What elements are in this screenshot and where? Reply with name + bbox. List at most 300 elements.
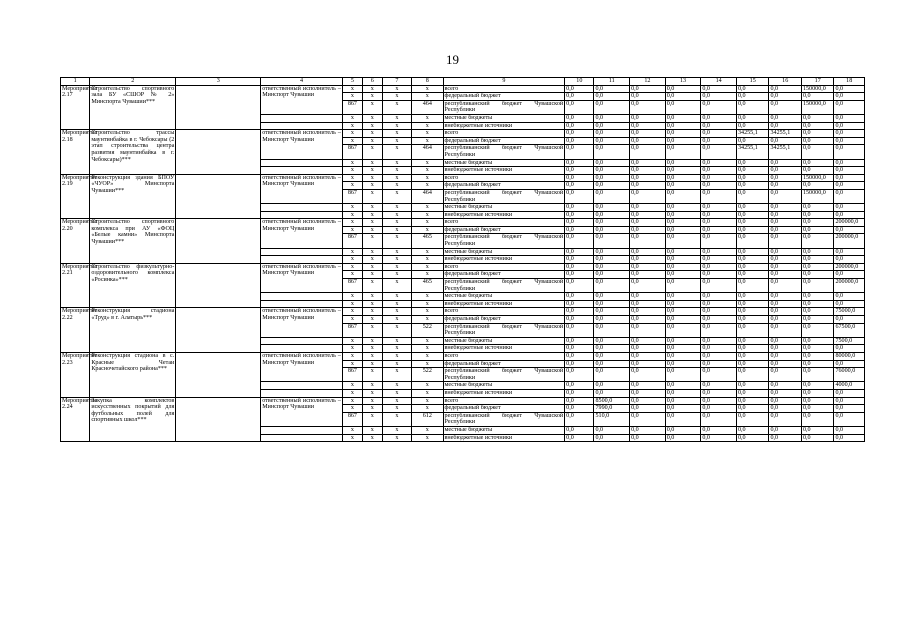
code-cell: x <box>362 337 382 345</box>
value-cell: 0,0 <box>565 426 594 434</box>
value-cell: 0,0 <box>701 308 737 316</box>
value-cell: 0,0 <box>665 204 701 212</box>
empty-cell <box>176 219 261 264</box>
code-cell: x <box>382 93 411 101</box>
code-cell: x <box>412 316 443 324</box>
code-cell: x <box>362 405 382 413</box>
code-cell: x <box>342 219 362 227</box>
value-cell: 0,0 <box>834 85 865 93</box>
code-cell: x <box>412 122 443 130</box>
code-cell: x <box>362 271 382 279</box>
value-cell: 0,0 <box>630 93 666 101</box>
code-cell: x <box>412 271 443 279</box>
code-cell: x <box>382 300 411 308</box>
code-cell: x <box>342 345 362 353</box>
value-cell: 0,0 <box>701 368 737 382</box>
code-cell: x <box>362 293 382 301</box>
value-cell: 0,0 <box>665 300 701 308</box>
value-cell: 0,0 <box>834 300 865 308</box>
value-cell: 0,0 <box>630 182 666 190</box>
code-cell: x <box>362 308 382 316</box>
value-cell: 0,0 <box>665 279 701 293</box>
value-cell: 0,0 <box>565 316 594 324</box>
value-cell: 0,0 <box>594 263 630 271</box>
value-cell: 0,0 <box>736 182 768 190</box>
value-cell: 0,0 <box>665 114 701 122</box>
value-cell: 7990,0 <box>594 405 630 413</box>
value-cell: 0,0 <box>769 159 801 167</box>
value-cell: 0,0 <box>594 293 630 301</box>
value-cell: 0,0 <box>630 248 666 256</box>
value-cell: 0,0 <box>630 174 666 182</box>
value-cell: 0,0 <box>665 219 701 227</box>
value-cell: 0,0 <box>834 256 865 264</box>
value-cell: 0,0 <box>630 389 666 397</box>
value-cell: 0,0 <box>565 174 594 182</box>
empty-cell <box>261 211 343 219</box>
value-cell: 150000,0 <box>801 189 833 203</box>
code-cell: x <box>362 368 382 382</box>
funding-source: федеральный бюджет <box>443 137 565 145</box>
funding-source: федеральный бюджет <box>443 271 565 279</box>
funding-source: республиканский бюджет Чувашской Республики <box>444 279 564 292</box>
code-cell: x <box>362 323 382 337</box>
code-cell: x <box>342 93 362 101</box>
funding-source: всего <box>443 130 565 138</box>
value-cell: 0,0 <box>769 219 801 227</box>
funding-source: местные бюджеты <box>443 382 565 390</box>
value-cell: 0,0 <box>769 323 801 337</box>
value-cell: 0,0 <box>801 263 833 271</box>
value-cell: 0,0 <box>769 174 801 182</box>
value-cell: 0,0 <box>630 167 666 175</box>
value-cell: 200000,0 <box>834 279 865 293</box>
code-cell: 867 <box>342 279 362 293</box>
code-cell: x <box>382 256 411 264</box>
empty-cell <box>176 352 261 397</box>
value-cell: 0,0 <box>665 130 701 138</box>
value-cell: 0,0 <box>565 263 594 271</box>
value-cell: 0,0 <box>594 382 630 390</box>
value-cell: 76000,0 <box>834 368 865 382</box>
code-cell: x <box>362 226 382 234</box>
code-cell: x <box>412 114 443 122</box>
code-cell: 612 <box>412 412 443 426</box>
value-cell: 0,0 <box>630 263 666 271</box>
value-cell: 0,0 <box>769 368 801 382</box>
code-cell: x <box>342 167 362 175</box>
code-cell: x <box>412 130 443 138</box>
funding-source: внебюджетные источники <box>443 389 565 397</box>
value-cell: 0,0 <box>736 337 768 345</box>
column-header: 11 <box>594 78 630 86</box>
table-row <box>61 263 865 271</box>
value-cell: 150000,0 <box>801 100 833 114</box>
value-cell: 0,0 <box>801 130 833 138</box>
value-cell: 0,0 <box>701 234 737 248</box>
code-cell: x <box>362 189 382 203</box>
value-cell: 0,0 <box>594 337 630 345</box>
value-cell: 0,0 <box>630 256 666 264</box>
empty-cell <box>261 256 343 264</box>
value-cell: 0,0 <box>834 137 865 145</box>
measure-label: Мероприятие 2.18 <box>61 130 90 175</box>
code-cell: 867 <box>342 100 362 114</box>
empty-cell <box>176 130 261 175</box>
funding-source: местные бюджеты <box>443 426 565 434</box>
value-cell: 80000,0 <box>834 352 865 360</box>
value-cell: 0,0 <box>801 93 833 101</box>
column-header: 7 <box>382 78 411 86</box>
code-cell: x <box>362 352 382 360</box>
measure-name: Строительство трассы маунтинбайка в г. Чебоксары (2 этап строительства центра развития маунтинбайка в г. Чебоксары)*** <box>90 130 176 175</box>
code-cell: x <box>412 167 443 175</box>
value-cell: 0,0 <box>565 360 594 368</box>
code-cell: 465 <box>412 234 443 248</box>
value-cell: 0,0 <box>736 263 768 271</box>
code-cell: x <box>382 211 411 219</box>
measure-executor: ответственный исполнитель – Минспорт Чувашии <box>261 308 343 337</box>
code-cell: x <box>412 345 443 353</box>
funding-source: всего <box>443 219 565 227</box>
value-cell: 0,0 <box>594 256 630 264</box>
value-cell: 0,0 <box>769 137 801 145</box>
code-cell: x <box>362 145 382 159</box>
value-cell: 0,0 <box>594 159 630 167</box>
value-cell: 0,0 <box>701 434 737 442</box>
budget-table <box>60 77 865 442</box>
value-cell: 0,0 <box>801 323 833 337</box>
value-cell: 0,0 <box>565 323 594 337</box>
value-cell: 0,0 <box>565 337 594 345</box>
column-header: 3 <box>176 78 261 86</box>
value-cell: 0,0 <box>594 189 630 203</box>
code-cell: x <box>412 382 443 390</box>
value-cell: 0,0 <box>665 85 701 93</box>
value-cell: 0,0 <box>701 256 737 264</box>
value-cell: 0,0 <box>701 293 737 301</box>
column-header: 4 <box>261 78 343 86</box>
value-cell: 0,0 <box>665 182 701 190</box>
code-cell: x <box>362 182 382 190</box>
value-cell: 0,0 <box>701 167 737 175</box>
code-cell: x <box>382 263 411 271</box>
value-cell: 0,0 <box>801 211 833 219</box>
value-cell: 0,0 <box>736 100 768 114</box>
value-cell: 0,0 <box>565 397 594 405</box>
value-cell: 0,0 <box>565 352 594 360</box>
empty-cell <box>261 114 343 122</box>
code-cell: x <box>382 122 411 130</box>
value-cell: 200000,0 <box>834 263 865 271</box>
code-cell: x <box>382 397 411 405</box>
code-cell: 867 <box>342 368 362 382</box>
code-cell: x <box>382 279 411 293</box>
code-cell: x <box>342 352 362 360</box>
code-cell: x <box>412 389 443 397</box>
value-cell: 0,0 <box>801 256 833 264</box>
value-cell: 0,0 <box>834 100 865 114</box>
value-cell: 0,0 <box>834 130 865 138</box>
code-cell: x <box>412 93 443 101</box>
value-cell: 67500,0 <box>834 323 865 337</box>
code-cell: x <box>342 159 362 167</box>
value-cell: 0,0 <box>834 271 865 279</box>
table-row <box>61 397 865 405</box>
value-cell: 0,0 <box>834 389 865 397</box>
value-cell: 0,0 <box>701 263 737 271</box>
value-cell: 34255,1 <box>736 145 768 159</box>
value-cell: 0,0 <box>801 426 833 434</box>
code-cell: x <box>382 182 411 190</box>
funding-source: внебюджетные источники <box>443 211 565 219</box>
column-header: 13 <box>665 78 701 86</box>
value-cell: 0,0 <box>801 248 833 256</box>
code-cell: x <box>412 434 443 442</box>
value-cell: 0,0 <box>630 316 666 324</box>
code-cell: x <box>382 382 411 390</box>
value-cell: 0,0 <box>665 271 701 279</box>
code-cell: x <box>362 114 382 122</box>
value-cell: 0,0 <box>565 137 594 145</box>
column-header: 16 <box>769 78 801 86</box>
code-cell: x <box>362 130 382 138</box>
value-cell: 0,0 <box>801 145 833 159</box>
measure-label: Мероприятие 2.23 <box>61 352 90 397</box>
code-cell: x <box>362 345 382 353</box>
value-cell: 0,0 <box>594 211 630 219</box>
value-cell: 0,0 <box>630 434 666 442</box>
value-cell: 0,0 <box>736 412 768 426</box>
value-cell: 0,0 <box>769 352 801 360</box>
value-cell: 0,0 <box>801 300 833 308</box>
value-cell: 0,0 <box>665 211 701 219</box>
code-cell: 867 <box>342 234 362 248</box>
empty-cell <box>176 308 261 353</box>
empty-cell <box>261 345 343 353</box>
value-cell: 0,0 <box>701 323 737 337</box>
table-row <box>61 174 865 182</box>
value-cell: 0,0 <box>701 114 737 122</box>
code-cell: x <box>382 145 411 159</box>
value-cell: 0,0 <box>594 137 630 145</box>
value-cell: 0,0 <box>594 279 630 293</box>
value-cell: 0,0 <box>801 114 833 122</box>
measure-name: Реконструкция здания БПОУ «ЧУОР» Минспорта Чувашии*** <box>90 174 176 219</box>
code-cell: x <box>412 300 443 308</box>
code-cell: x <box>342 405 362 413</box>
value-cell: 0,0 <box>565 234 594 248</box>
value-cell: 0,0 <box>736 397 768 405</box>
value-cell: 0,0 <box>834 412 865 426</box>
code-cell: x <box>342 226 362 234</box>
funding-source: федеральный бюджет <box>443 226 565 234</box>
value-cell: 0,0 <box>665 256 701 264</box>
value-cell: 0,0 <box>769 337 801 345</box>
value-cell: 0,0 <box>565 434 594 442</box>
value-cell: 0,0 <box>630 300 666 308</box>
value-cell: 0,0 <box>630 122 666 130</box>
value-cell: 0,0 <box>630 100 666 114</box>
code-cell: x <box>382 137 411 145</box>
value-cell: 0,0 <box>736 300 768 308</box>
code-cell: x <box>362 300 382 308</box>
value-cell: 0,0 <box>594 204 630 212</box>
value-cell: 0,0 <box>665 360 701 368</box>
code-cell: x <box>412 219 443 227</box>
code-cell: x <box>382 360 411 368</box>
value-cell: 0,0 <box>630 368 666 382</box>
empty-cell <box>261 293 343 301</box>
code-cell: x <box>362 204 382 212</box>
value-cell: 0,0 <box>769 345 801 353</box>
value-cell: 0,0 <box>630 412 666 426</box>
table-row <box>61 219 865 227</box>
value-cell: 0,0 <box>736 382 768 390</box>
value-cell: 0,0 <box>834 93 865 101</box>
code-cell: x <box>362 174 382 182</box>
code-cell: x <box>342 211 362 219</box>
value-cell: 0,0 <box>801 293 833 301</box>
code-cell: x <box>382 204 411 212</box>
value-cell: 0,0 <box>665 189 701 203</box>
value-cell: 0,0 <box>736 204 768 212</box>
code-cell: x <box>382 114 411 122</box>
code-cell: x <box>362 434 382 442</box>
code-cell: x <box>412 174 443 182</box>
value-cell: 0,0 <box>594 360 630 368</box>
value-cell: 0,0 <box>801 219 833 227</box>
code-cell: x <box>342 293 362 301</box>
value-cell: 0,0 <box>736 360 768 368</box>
value-cell: 0,0 <box>801 316 833 324</box>
value-cell: 0,0 <box>630 345 666 353</box>
code-cell: x <box>342 271 362 279</box>
value-cell: 0,0 <box>701 100 737 114</box>
value-cell: 0,0 <box>594 352 630 360</box>
funding-source: республиканский бюджет Чувашской Республики <box>444 234 564 248</box>
code-cell: x <box>412 397 443 405</box>
value-cell: 0,0 <box>834 316 865 324</box>
code-cell: x <box>342 256 362 264</box>
value-cell: 0,0 <box>594 85 630 93</box>
code-cell: x <box>342 426 362 434</box>
value-cell: 0,0 <box>736 345 768 353</box>
funding-source: внебюджетные источники <box>443 300 565 308</box>
code-cell: x <box>382 167 411 175</box>
measure-executor: ответственный исполнитель – Минспорт Чувашии <box>261 85 343 114</box>
empty-cell <box>176 174 261 219</box>
code-cell: x <box>382 389 411 397</box>
code-cell: x <box>382 426 411 434</box>
value-cell: 0,0 <box>565 412 594 426</box>
value-cell: 0,0 <box>665 345 701 353</box>
value-cell: 0,0 <box>594 308 630 316</box>
empty-cell <box>176 397 261 442</box>
measure-executor: ответственный исполнитель – Минспорт Чувашии <box>261 130 343 159</box>
value-cell: 0,0 <box>630 279 666 293</box>
code-cell: x <box>342 137 362 145</box>
empty-cell <box>261 382 343 390</box>
code-cell: x <box>382 189 411 203</box>
value-cell: 0,0 <box>565 271 594 279</box>
value-cell: 0,0 <box>736 308 768 316</box>
code-cell: x <box>362 159 382 167</box>
value-cell: 0,0 <box>736 323 768 337</box>
column-header: 17 <box>801 78 833 86</box>
code-cell: x <box>382 323 411 337</box>
value-cell: 0,0 <box>665 316 701 324</box>
value-cell: 0,0 <box>665 412 701 426</box>
value-cell: 0,0 <box>736 167 768 175</box>
value-cell: 0,0 <box>769 248 801 256</box>
value-cell: 0,0 <box>630 308 666 316</box>
measure-name: Строительство спортивного комплекса при АУ «ФОЦ «Белые камни» Минспорта Чувашии*** <box>90 219 176 264</box>
value-cell: 0,0 <box>630 337 666 345</box>
column-header: 15 <box>736 78 768 86</box>
value-cell: 0,0 <box>594 130 630 138</box>
code-cell: x <box>362 167 382 175</box>
value-cell: 0,0 <box>565 167 594 175</box>
funding-source: местные бюджеты <box>443 337 565 345</box>
table-body <box>61 78 865 442</box>
value-cell: 0,0 <box>594 316 630 324</box>
value-cell: 0,0 <box>594 174 630 182</box>
funding-source: всего <box>443 263 565 271</box>
value-cell: 0,0 <box>701 122 737 130</box>
measure-executor: ответственный исполнитель – Минспорт Чувашии <box>261 352 343 381</box>
code-cell: x <box>382 308 411 316</box>
value-cell: 0,0 <box>594 122 630 130</box>
value-cell: 0,0 <box>701 405 737 413</box>
value-cell: 0,0 <box>801 167 833 175</box>
code-cell: x <box>382 219 411 227</box>
value-cell: 0,0 <box>630 360 666 368</box>
funding-source: всего <box>443 174 565 182</box>
value-cell: 0,0 <box>834 293 865 301</box>
value-cell: 0,0 <box>769 293 801 301</box>
value-cell: 0,0 <box>769 271 801 279</box>
value-cell: 0,0 <box>565 248 594 256</box>
value-cell: 0,0 <box>801 345 833 353</box>
value-cell: 0,0 <box>630 271 666 279</box>
code-cell: x <box>362 93 382 101</box>
value-cell: 0,0 <box>834 167 865 175</box>
value-cell: 0,0 <box>594 389 630 397</box>
value-cell: 0,0 <box>565 293 594 301</box>
column-header: 5 <box>342 78 362 86</box>
value-cell: 0,0 <box>701 226 737 234</box>
code-cell: x <box>382 226 411 234</box>
measure-label: Мероприятие 2.24 <box>61 397 90 442</box>
value-cell: 0,0 <box>801 308 833 316</box>
code-cell: x <box>382 234 411 248</box>
value-cell: 0,0 <box>665 308 701 316</box>
code-cell: x <box>382 85 411 93</box>
value-cell: 0,0 <box>630 397 666 405</box>
value-cell: 0,0 <box>736 368 768 382</box>
value-cell: 0,0 <box>834 145 865 159</box>
value-cell: 34255,1 <box>736 130 768 138</box>
value-cell: 0,0 <box>736 271 768 279</box>
code-cell: x <box>342 263 362 271</box>
code-cell: x <box>342 382 362 390</box>
measure-executor: ответственный исполнитель – Минспорт Чувашии <box>261 397 343 426</box>
value-cell: 0,0 <box>665 248 701 256</box>
value-cell: 0,0 <box>736 405 768 413</box>
measure-label: Мероприятие 2.19 <box>61 174 90 219</box>
value-cell: 0,0 <box>565 345 594 353</box>
